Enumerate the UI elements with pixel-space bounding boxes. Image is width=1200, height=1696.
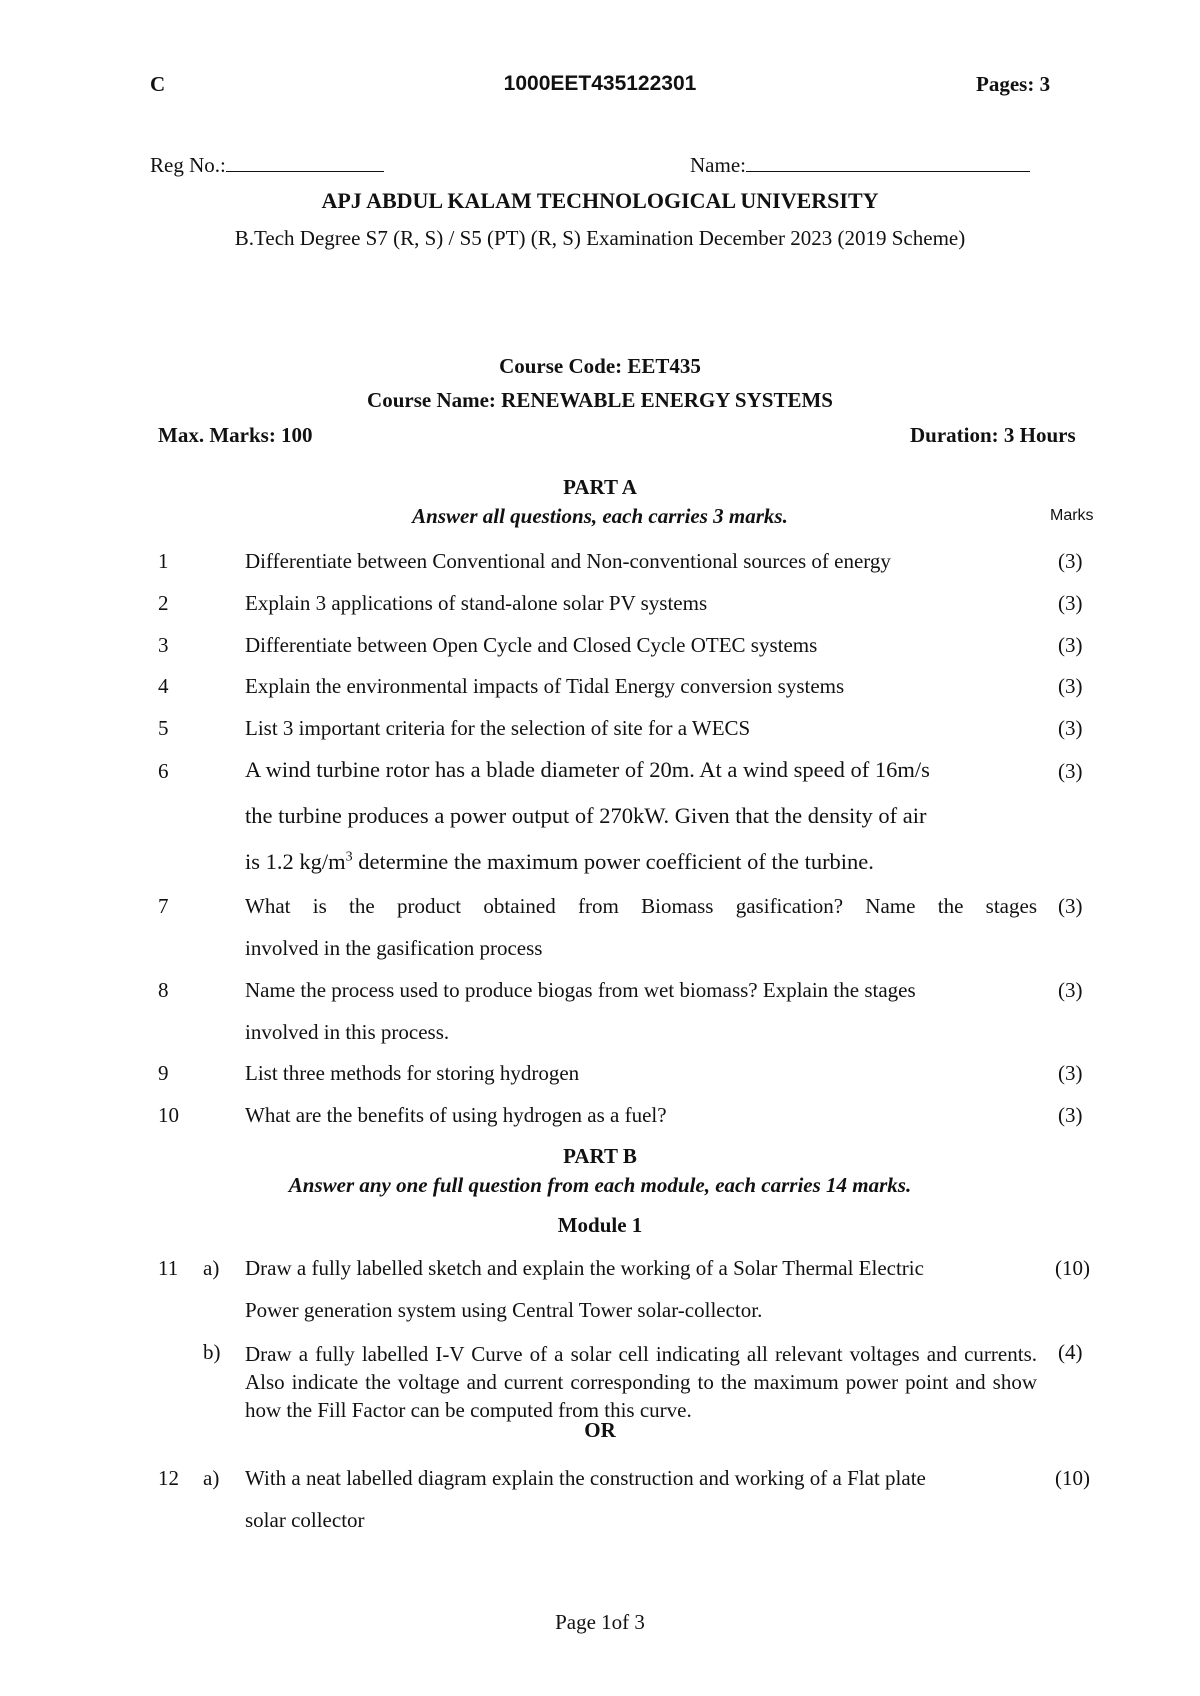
question-number: 4 xyxy=(158,674,169,698)
name-label: Name: xyxy=(690,153,746,177)
question-number: 8 xyxy=(158,978,169,1002)
formula-text: is 1.2 kg/m xyxy=(245,849,346,874)
sub-question-label: b) xyxy=(203,1340,221,1364)
question-marks: (3) xyxy=(1058,591,1083,615)
paper-code: 1000EET435122301 xyxy=(503,72,697,95)
question-text-line: Power generation system using Central Tower solar-collector. xyxy=(245,1298,763,1322)
reg-no-line xyxy=(226,153,384,172)
question-text-line: Name the process used to produce biogas from wet biomass? Explain the stages xyxy=(245,978,916,1002)
page-footer: Page 1of 3 xyxy=(555,1610,645,1634)
question-text-line: What is the product obtained from Biomass gasification? Name the stages xyxy=(245,894,1037,918)
question-number: 2 xyxy=(158,591,169,615)
reg-no-field xyxy=(150,153,384,178)
question-marks: (3) xyxy=(1058,1103,1083,1127)
question-marks: (3) xyxy=(1058,759,1083,783)
question-text: Explain 3 applications of stand-alone solar PV systems xyxy=(245,591,708,615)
question-text: List three methods for storing hydrogen xyxy=(245,1061,580,1085)
question-text-line xyxy=(245,849,874,875)
question-text-line: the turbine produces a power output of 270kW. Given that the density of air xyxy=(245,803,927,828)
question-number: 5 xyxy=(158,716,169,740)
question-marks: (3) xyxy=(1058,674,1083,698)
question-number: 7 xyxy=(158,894,169,918)
question-marks: (3) xyxy=(1058,894,1083,918)
question-marks: (3) xyxy=(1058,549,1083,573)
question-marks: (10) xyxy=(1055,1256,1090,1280)
question-text: Differentiate between Conventional and Non-conventional sources of energy xyxy=(245,549,891,573)
formula-text-rest: determine the maximum power coefficient of the turbine. xyxy=(352,849,874,874)
question-number: 3 xyxy=(158,633,169,657)
reg-no-label: Reg No.: xyxy=(150,153,226,177)
question-marks: (4) xyxy=(1058,1340,1083,1364)
question-text-line: With a neat labelled diagram explain the construction and working of a Flat plate xyxy=(245,1466,926,1490)
question-number: 11 xyxy=(158,1256,179,1280)
question-marks: (10) xyxy=(1055,1466,1090,1490)
part-b-instruction: Answer any one full question from each module, each carries 14 marks. xyxy=(288,1173,912,1197)
question-marks: (3) xyxy=(1058,978,1083,1002)
superscript: 3 xyxy=(345,849,353,865)
question-marks: (3) xyxy=(1058,716,1083,740)
question-text-line: Draw a fully labelled sketch and explain the working of a Solar Thermal Electric xyxy=(245,1256,924,1280)
question-text: Differentiate between Open Cycle and Closed Cycle OTEC systems xyxy=(245,633,818,657)
part-a-title: PART A xyxy=(563,475,637,499)
part-b-title: PART B xyxy=(563,1144,637,1168)
max-marks: Max. Marks: 100 xyxy=(158,423,313,447)
marks-column-header: Marks xyxy=(1050,507,1094,524)
university-title: APJ ABDUL KALAM TECHNOLOGICAL UNIVERSITY xyxy=(321,188,879,213)
question-text-line: involved in the gasification process xyxy=(245,936,543,960)
code-letter: C xyxy=(150,72,166,96)
module-title: Module 1 xyxy=(557,1213,643,1237)
name-line xyxy=(746,153,1030,172)
question-number: 10 xyxy=(158,1103,179,1127)
name-field xyxy=(690,153,1030,178)
question-text: What are the benefits of using hydrogen as a fuel? xyxy=(245,1103,667,1127)
question-marks: (3) xyxy=(1058,1061,1083,1085)
course-code: Course Code: EET435 xyxy=(499,354,701,378)
page-count: Pages: 3 xyxy=(976,72,1051,96)
sub-question-label: a) xyxy=(203,1466,220,1490)
question-marks: (3) xyxy=(1058,633,1083,657)
question-number: 9 xyxy=(158,1061,169,1085)
question-text: Draw a fully labelled I-V Curve of a solar cell indicating all relevant voltages and currents. Also indicate the voltage and current corresponding to the maximum power point and show how the Fill Factor can be computed from this curve. xyxy=(245,1342,1037,1422)
question-number: 6 xyxy=(158,759,169,783)
question-text: List 3 important criteria for the selection of site for a WECS xyxy=(245,716,751,740)
question-text-line: solar collector xyxy=(245,1508,365,1532)
question-text-line: A wind turbine rotor has a blade diameter of 20m. At a wind speed of 16m/s xyxy=(245,757,930,782)
or-separator: OR xyxy=(584,1418,616,1442)
question-number: 12 xyxy=(158,1466,179,1490)
sub-question-label: a) xyxy=(203,1256,220,1280)
question-number: 1 xyxy=(158,549,169,573)
part-a-instruction: Answer all questions, each carries 3 marks. xyxy=(412,504,788,528)
exam-title: B.Tech Degree S7 (R, S) / S5 (PT) (R, S) Examination December 2023 (2019 Scheme) xyxy=(234,226,966,250)
duration: Duration: 3 Hours xyxy=(910,423,1076,447)
question-text-line: involved in this process. xyxy=(245,1020,450,1044)
course-name: Course Name: RENEWABLE ENERGY SYSTEMS xyxy=(367,388,833,412)
question-text: Explain the environmental impacts of Tidal Energy conversion systems xyxy=(245,674,845,698)
